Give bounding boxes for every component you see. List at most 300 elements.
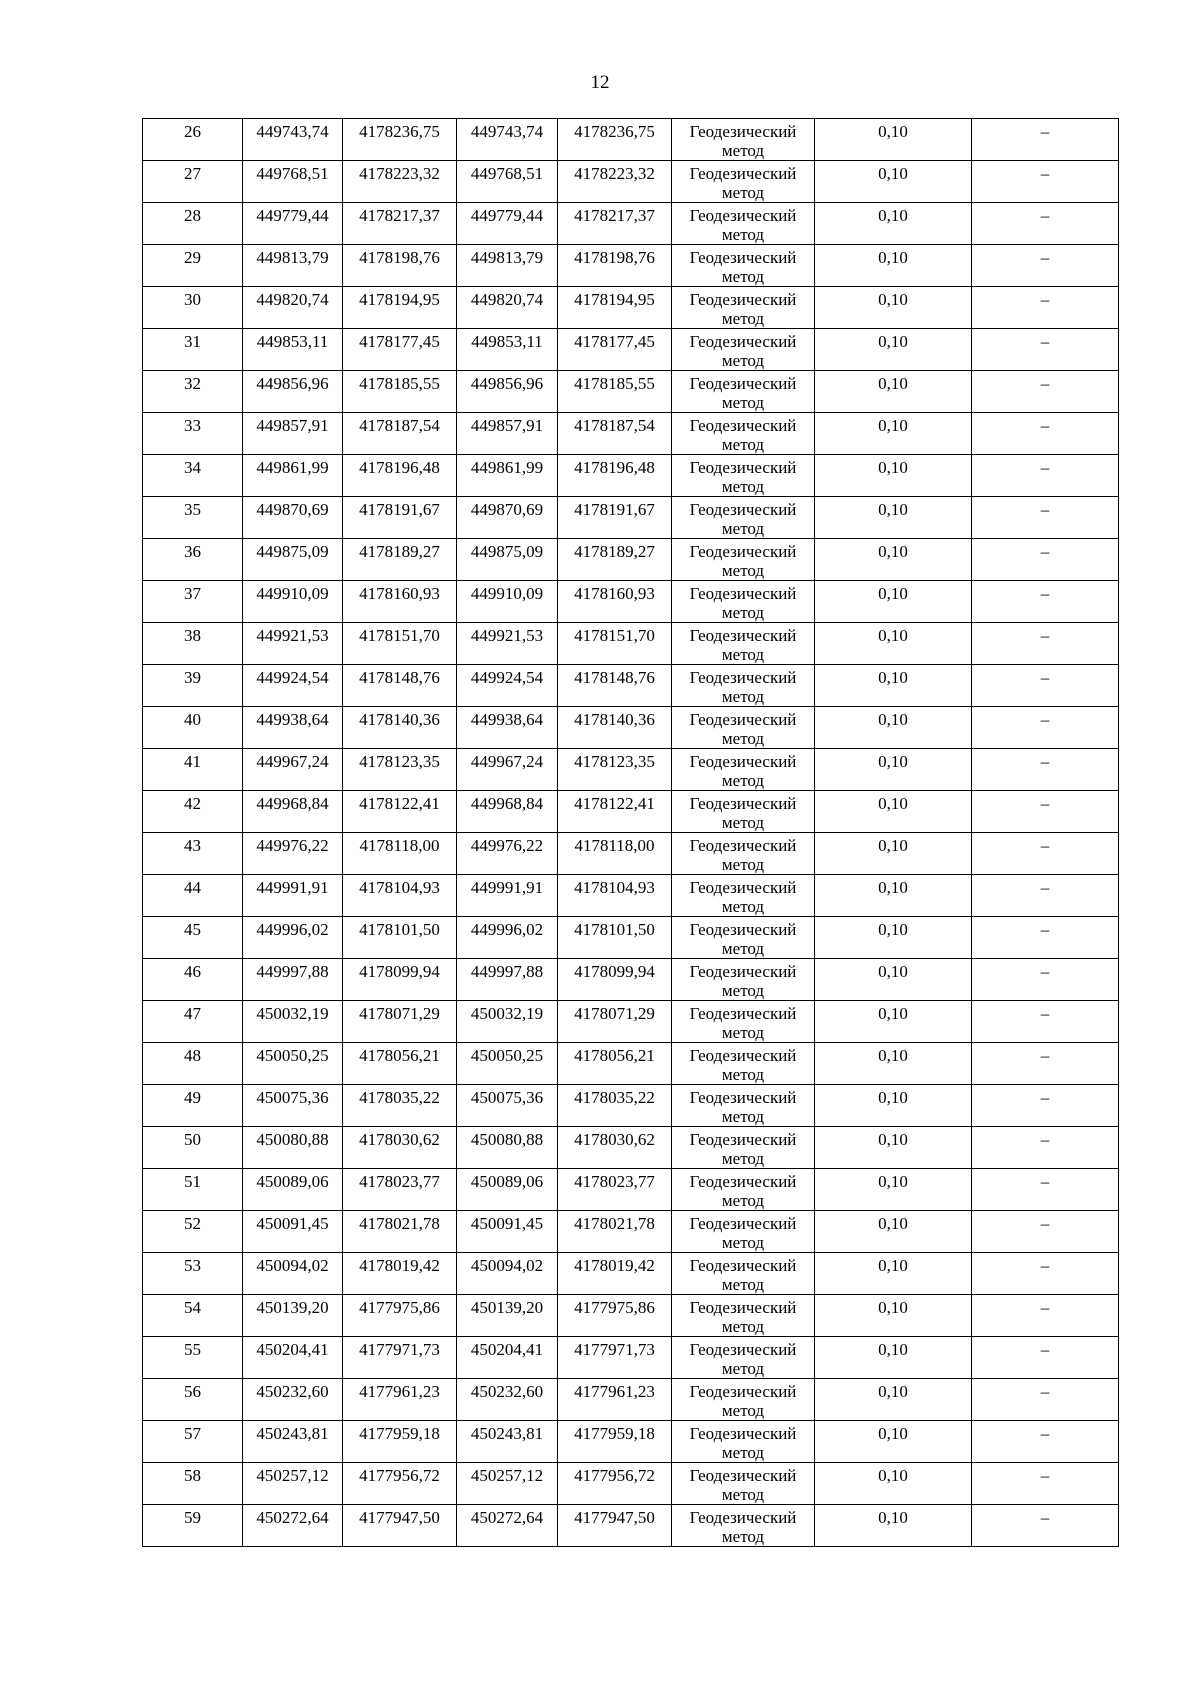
existing-y-cell [343, 1421, 457, 1463]
table-row [143, 1001, 1119, 1043]
existing-x-text: 449997,88 [256, 962, 329, 981]
accuracy-cell [815, 119, 972, 161]
method-line1: Геодезический [689, 500, 797, 519]
method-line2: метод [721, 225, 765, 244]
method-line1: Геодезический [689, 1340, 797, 1359]
existing-x-text: 449861,99 [256, 458, 329, 477]
point-number-text: 39 [184, 668, 201, 687]
refined-y-text: 4178035,22 [574, 1088, 655, 1107]
note-cell [972, 749, 1119, 791]
point-number-text: 40 [184, 710, 201, 729]
refined-x-cell [457, 119, 558, 161]
existing-y-text: 4178101,50 [359, 920, 440, 939]
accuracy-text: 0,10 [878, 1424, 908, 1443]
refined-x-cell [457, 1169, 558, 1211]
accuracy-cell [815, 665, 972, 707]
existing-y-cell [343, 1001, 457, 1043]
point-number-cell [143, 1085, 243, 1127]
accuracy-cell [815, 1169, 972, 1211]
existing-y-cell [343, 917, 457, 959]
table-row [143, 161, 1119, 203]
note-text: – [1040, 164, 1050, 183]
point-number-text: 38 [184, 626, 201, 645]
refined-y-cell [558, 833, 672, 875]
method-text [672, 161, 814, 202]
point-number-cell [143, 959, 243, 1001]
refined-x-text: 449856,96 [470, 374, 544, 393]
existing-x-text: 450050,25 [256, 1046, 329, 1065]
refined-y-text: 4178019,42 [574, 1256, 655, 1275]
refined-x-text: 449991,91 [470, 878, 544, 897]
existing-y-text: 4178223,32 [359, 164, 440, 183]
note-cell [972, 203, 1119, 245]
existing-y-text: 4178177,45 [359, 332, 440, 351]
point-number-cell [143, 1379, 243, 1421]
existing-x-text: 449921,53 [256, 626, 329, 645]
method-line2: метод [721, 1317, 765, 1336]
method-text [672, 581, 814, 622]
point-number-cell [143, 875, 243, 917]
existing-x-cell [243, 959, 343, 1001]
existing-y-text: 4177947,50 [359, 1508, 440, 1527]
refined-y-cell [558, 1169, 672, 1211]
note-cell [972, 1169, 1119, 1211]
method-text [672, 749, 814, 790]
refined-x-text: 450050,25 [470, 1046, 544, 1065]
refined-x-text: 449910,09 [470, 584, 544, 603]
refined-x-cell [457, 875, 558, 917]
accuracy-text: 0,10 [878, 1004, 908, 1023]
existing-y-text: 4178198,76 [359, 248, 440, 267]
method-line2: метод [721, 1275, 765, 1294]
note-text: – [1040, 1004, 1050, 1023]
method-text [672, 1295, 814, 1336]
method-line1: Геодезический [689, 122, 797, 141]
refined-x-text: 450032,19 [470, 1004, 544, 1023]
existing-y-cell [343, 329, 457, 371]
method-text [672, 1337, 814, 1378]
table-row [143, 1253, 1119, 1295]
table-row [143, 959, 1119, 1001]
refined-x-text: 449768,51 [470, 164, 544, 183]
note-cell [972, 1463, 1119, 1505]
refined-x-cell [457, 1295, 558, 1337]
point-number-text: 29 [184, 248, 201, 267]
method-cell [672, 665, 815, 707]
note-text: – [1040, 542, 1050, 561]
accuracy-cell [815, 581, 972, 623]
method-text [672, 1211, 814, 1252]
existing-y-text: 4178099,94 [359, 962, 440, 981]
note-cell [972, 119, 1119, 161]
note-cell [972, 833, 1119, 875]
method-text [672, 203, 814, 244]
refined-y-cell [558, 1043, 672, 1085]
accuracy-cell [815, 1001, 972, 1043]
accuracy-cell [815, 1505, 972, 1547]
accuracy-cell [815, 1379, 972, 1421]
method-text [672, 665, 814, 706]
refined-y-cell [558, 581, 672, 623]
table-row [143, 833, 1119, 875]
method-cell [672, 329, 815, 371]
method-text [672, 287, 814, 328]
method-line1: Геодезический [689, 1088, 797, 1107]
method-cell [672, 1295, 815, 1337]
point-number-text: 33 [184, 416, 201, 435]
method-line1: Геодезический [689, 1298, 797, 1317]
accuracy-text: 0,10 [878, 1256, 908, 1275]
accuracy-cell [815, 1085, 972, 1127]
method-line2: метод [721, 603, 765, 622]
point-number-text: 41 [184, 752, 201, 771]
point-number-text: 50 [184, 1130, 201, 1149]
accuracy-text: 0,10 [878, 1298, 908, 1317]
refined-x-cell [457, 497, 558, 539]
accuracy-cell [815, 875, 972, 917]
point-number-text: 58 [184, 1466, 201, 1485]
refined-x-text: 450257,12 [470, 1466, 544, 1485]
existing-y-text: 4178104,93 [359, 878, 440, 897]
point-number-text: 27 [184, 164, 201, 183]
method-line2: метод [721, 393, 765, 412]
existing-x-cell [243, 665, 343, 707]
point-number-text: 56 [184, 1382, 201, 1401]
method-cell [672, 413, 815, 455]
point-number-cell [143, 497, 243, 539]
refined-x-text: 450089,06 [470, 1172, 544, 1191]
method-text [672, 497, 814, 538]
refined-x-cell [457, 623, 558, 665]
existing-y-cell [343, 833, 457, 875]
refined-x-text: 449968,84 [470, 794, 544, 813]
table-row [143, 581, 1119, 623]
note-text: – [1040, 668, 1050, 687]
refined-x-cell [457, 707, 558, 749]
note-text: – [1040, 1382, 1050, 1401]
refined-y-cell [558, 749, 672, 791]
method-cell [672, 1505, 815, 1547]
method-text [672, 707, 814, 748]
method-cell [672, 539, 815, 581]
accuracy-cell [815, 1295, 972, 1337]
existing-y-text: 4178021,78 [359, 1214, 440, 1233]
note-cell [972, 875, 1119, 917]
method-text [672, 1463, 814, 1504]
point-number-text: 28 [184, 206, 201, 225]
refined-y-text: 4178030,62 [574, 1130, 655, 1149]
existing-y-cell [343, 203, 457, 245]
refined-y-text: 4178021,78 [574, 1214, 655, 1233]
refined-x-cell [457, 329, 558, 371]
refined-x-cell [457, 287, 558, 329]
existing-x-text: 449743,74 [256, 122, 329, 141]
accuracy-text: 0,10 [878, 290, 908, 309]
note-cell [972, 371, 1119, 413]
point-number-text: 26 [184, 122, 201, 141]
note-text: – [1040, 1340, 1050, 1359]
accuracy-text: 0,10 [878, 1466, 908, 1485]
method-text [672, 1001, 814, 1042]
point-number-cell [143, 1337, 243, 1379]
point-number-text: 43 [184, 836, 201, 855]
existing-y-text: 4178118,00 [359, 836, 440, 855]
refined-y-text: 4178071,29 [574, 1004, 655, 1023]
refined-x-cell [457, 455, 558, 497]
refined-y-cell [558, 959, 672, 1001]
accuracy-cell [815, 497, 972, 539]
refined-y-cell [558, 455, 672, 497]
method-line2: метод [721, 729, 765, 748]
point-number-cell [143, 119, 243, 161]
existing-y-text: 4177956,72 [359, 1466, 440, 1485]
existing-x-cell [243, 539, 343, 581]
note-cell [972, 791, 1119, 833]
refined-y-text: 4178177,45 [574, 332, 655, 351]
existing-y-text: 4178160,93 [359, 584, 440, 603]
accuracy-text: 0,10 [878, 1130, 908, 1149]
method-cell [672, 833, 815, 875]
note-cell [972, 329, 1119, 371]
table-row [143, 1463, 1119, 1505]
note-text: – [1040, 122, 1050, 141]
method-line2: метод [721, 939, 765, 958]
note-text: – [1040, 1466, 1050, 1485]
existing-y-text: 4178030,62 [359, 1130, 440, 1149]
refined-y-cell [558, 1505, 672, 1547]
existing-x-cell [243, 1505, 343, 1547]
accuracy-text: 0,10 [878, 248, 908, 267]
existing-y-cell [343, 413, 457, 455]
accuracy-text: 0,10 [878, 458, 908, 477]
existing-x-cell [243, 497, 343, 539]
accuracy-text: 0,10 [878, 878, 908, 897]
accuracy-text: 0,10 [878, 584, 908, 603]
method-line2: метод [721, 141, 765, 160]
note-text: – [1040, 500, 1050, 519]
method-text [672, 329, 814, 370]
refined-y-text: 4177961,23 [574, 1382, 655, 1401]
existing-y-cell [343, 1169, 457, 1211]
existing-y-cell [343, 287, 457, 329]
refined-x-text: 449924,54 [470, 668, 544, 687]
refined-y-text: 4178194,95 [574, 290, 655, 309]
note-text: – [1040, 248, 1050, 267]
method-cell [672, 749, 815, 791]
existing-x-cell [243, 1001, 343, 1043]
note-cell [972, 1505, 1119, 1547]
refined-y-text: 4178123,35 [574, 752, 655, 771]
existing-x-cell [243, 119, 343, 161]
point-number-cell [143, 917, 243, 959]
method-line1: Геодезический [689, 542, 797, 561]
existing-x-text: 449779,44 [256, 206, 329, 225]
method-cell [672, 875, 815, 917]
refined-y-cell [558, 497, 672, 539]
existing-x-cell [243, 287, 343, 329]
point-number-cell [143, 1043, 243, 1085]
method-cell [672, 1127, 815, 1169]
refined-x-cell [457, 1001, 558, 1043]
existing-x-text: 449856,96 [256, 374, 329, 393]
point-number-text: 49 [184, 1088, 201, 1107]
accuracy-text: 0,10 [878, 500, 908, 519]
note-cell [972, 623, 1119, 665]
refined-x-cell [457, 245, 558, 287]
method-line1: Геодезический [689, 752, 797, 771]
method-text [672, 833, 814, 874]
refined-x-text: 450232,60 [470, 1382, 544, 1401]
refined-x-cell [457, 1253, 558, 1295]
method-text [672, 1043, 814, 1084]
point-number-cell [143, 623, 243, 665]
note-text: – [1040, 836, 1050, 855]
point-number-cell [143, 791, 243, 833]
refined-x-text: 449996,02 [470, 920, 544, 939]
point-number-text: 48 [184, 1046, 201, 1065]
refined-y-cell [558, 791, 672, 833]
point-number-text: 59 [184, 1508, 201, 1527]
note-cell [972, 1253, 1119, 1295]
point-number-cell [143, 455, 243, 497]
accuracy-text: 0,10 [878, 962, 908, 981]
point-number-text: 51 [184, 1172, 201, 1191]
refined-x-text: 449967,24 [470, 752, 544, 771]
existing-y-text: 4178122,41 [359, 794, 440, 813]
point-number-text: 47 [184, 1004, 201, 1023]
existing-x-text: 449857,91 [256, 416, 329, 435]
point-number-text: 32 [184, 374, 201, 393]
refined-y-text: 4177947,50 [574, 1508, 655, 1527]
note-text: – [1040, 1214, 1050, 1233]
point-number-text: 31 [184, 332, 201, 351]
refined-x-text: 449779,44 [470, 206, 544, 225]
existing-x-text: 449991,91 [256, 878, 329, 897]
existing-x-cell [243, 581, 343, 623]
note-text: – [1040, 1088, 1050, 1107]
existing-x-text: 450091,45 [256, 1214, 329, 1233]
point-number-cell [143, 1127, 243, 1169]
point-number-cell [143, 1505, 243, 1547]
method-line2: метод [721, 1443, 765, 1462]
existing-x-text: 449768,51 [256, 164, 329, 183]
method-cell [672, 1253, 815, 1295]
existing-x-text: 450257,12 [256, 1466, 329, 1485]
existing-y-cell [343, 1085, 457, 1127]
refined-x-text: 450080,88 [470, 1130, 544, 1149]
method-line2: метод [721, 309, 765, 328]
existing-x-text: 449976,22 [256, 836, 329, 855]
existing-x-text: 450075,36 [256, 1088, 329, 1107]
accuracy-text: 0,10 [878, 626, 908, 645]
existing-y-text: 4178123,35 [359, 752, 440, 771]
note-text: – [1040, 584, 1050, 603]
method-cell [672, 371, 815, 413]
note-cell [972, 1127, 1119, 1169]
method-line2: метод [721, 435, 765, 454]
method-text [672, 875, 814, 916]
note-text: – [1040, 290, 1050, 309]
table-row [143, 791, 1119, 833]
method-line2: метод [721, 1401, 765, 1420]
table-row [143, 497, 1119, 539]
existing-x-cell [243, 1169, 343, 1211]
refined-x-text: 450075,36 [470, 1088, 544, 1107]
table-row [143, 329, 1119, 371]
refined-y-cell [558, 1379, 672, 1421]
method-cell [672, 161, 815, 203]
existing-y-text: 4178035,22 [359, 1088, 440, 1107]
refined-y-text: 4178148,76 [574, 668, 655, 687]
method-line1: Геодезический [689, 1382, 797, 1401]
table-row [143, 413, 1119, 455]
refined-x-text: 450091,45 [470, 1214, 544, 1233]
accuracy-text: 0,10 [878, 164, 908, 183]
method-line1: Геодезический [689, 1172, 797, 1191]
method-text [672, 1379, 814, 1420]
existing-y-text: 4178056,21 [359, 1046, 440, 1065]
refined-x-text: 449938,64 [470, 710, 544, 729]
existing-x-text: 449870,69 [256, 500, 329, 519]
refined-y-cell [558, 1337, 672, 1379]
note-text: – [1040, 752, 1050, 771]
method-line2: метод [721, 813, 765, 832]
note-cell [972, 581, 1119, 623]
accuracy-text: 0,10 [878, 1172, 908, 1191]
note-cell [972, 455, 1119, 497]
refined-x-text: 449853,11 [471, 332, 543, 351]
table-row [143, 119, 1119, 161]
method-text [672, 791, 814, 832]
existing-y-text: 4178196,48 [359, 458, 440, 477]
accuracy-cell [815, 1043, 972, 1085]
table-row [143, 287, 1119, 329]
accuracy-cell [815, 371, 972, 413]
note-cell [972, 245, 1119, 287]
method-cell [672, 1211, 815, 1253]
method-text [672, 959, 814, 1000]
refined-x-cell [457, 581, 558, 623]
table-row [143, 1169, 1119, 1211]
existing-x-text: 450232,60 [256, 1382, 329, 1401]
existing-x-cell [243, 329, 343, 371]
point-number-cell [143, 749, 243, 791]
accuracy-cell [815, 623, 972, 665]
refined-x-cell [457, 1211, 558, 1253]
existing-x-text: 450243,81 [256, 1424, 329, 1443]
note-cell [972, 287, 1119, 329]
method-line2: метод [721, 267, 765, 286]
refined-x-cell [457, 1337, 558, 1379]
table-row [143, 665, 1119, 707]
method-cell [672, 791, 815, 833]
method-line1: Геодезический [689, 1256, 797, 1275]
existing-y-cell [343, 1295, 457, 1337]
existing-x-text: 449968,84 [256, 794, 329, 813]
point-number-cell [143, 581, 243, 623]
refined-x-cell [457, 161, 558, 203]
method-text [672, 1169, 814, 1210]
method-cell [672, 119, 815, 161]
existing-x-cell [243, 203, 343, 245]
note-text: – [1040, 1298, 1050, 1317]
method-line2: метод [721, 897, 765, 916]
table-row [143, 623, 1119, 665]
point-number-cell [143, 1421, 243, 1463]
method-line1: Геодезический [689, 1046, 797, 1065]
method-cell [672, 1379, 815, 1421]
existing-x-cell [243, 875, 343, 917]
